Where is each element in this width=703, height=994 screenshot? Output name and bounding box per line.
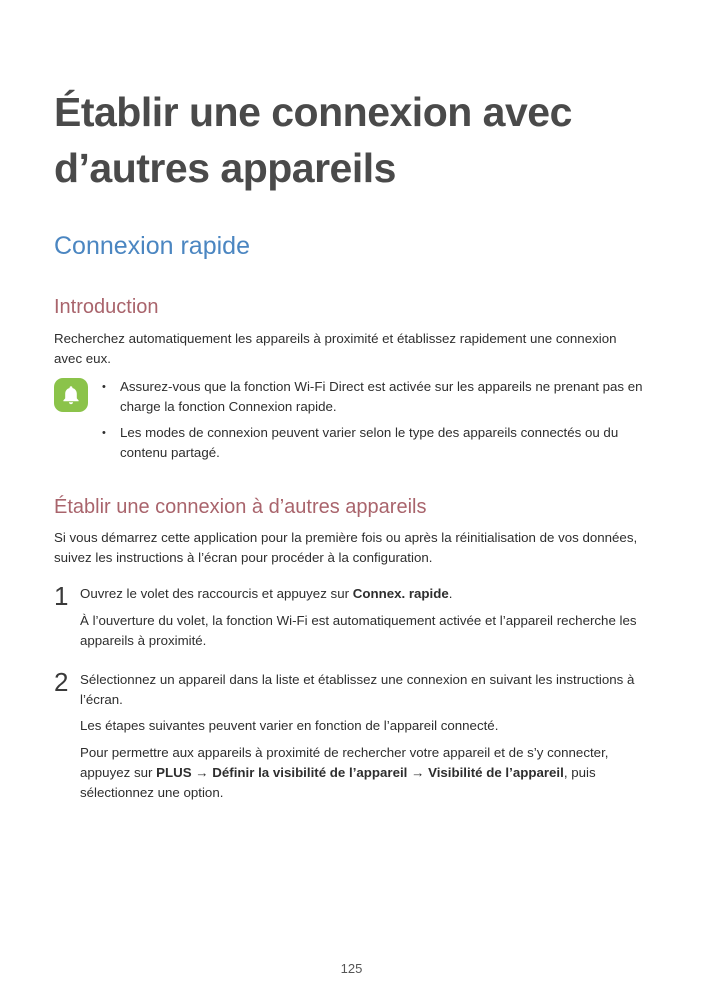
page-number: 125 xyxy=(340,961,363,976)
connect-paragraph: Si vous démarrez cette application pour la première fois ou après la réinitialisation de vos données, suivez les instructions à l’écran pour procéder à la configuration. xyxy=(54,530,638,565)
notification-bell-icon xyxy=(54,378,88,412)
step-text: Ouvrez le volet des raccourcis et appuyez sur xyxy=(80,586,353,601)
arrow: → xyxy=(191,765,213,780)
note-item xyxy=(100,423,645,463)
connect-heading: Établir une connexion à d’autres appareils xyxy=(54,496,427,518)
section-title: Connexion rapide xyxy=(54,232,250,260)
chapter-title xyxy=(54,84,654,196)
step-text: Pour permettre aux appareils à proximité de rechercher votre appareil et de s’y connecter, appuyez sur xyxy=(80,745,609,780)
note-list xyxy=(100,377,645,469)
step-text-end: , puis sélectionnez une option. xyxy=(80,765,596,800)
device-visibility-label: Visibilité de l’appareil xyxy=(428,765,564,780)
bullet-icon: • xyxy=(102,427,106,439)
connex-rapide-label: Connex. rapide xyxy=(352,586,449,601)
chapter-title-line-1: Établir une connexion avec xyxy=(54,89,572,135)
intro-paragraph: Recherchez automatiquement les appareils à proximité et établissez rapidement une connexion avec eux. xyxy=(54,331,617,366)
bullet-icon: • xyxy=(102,381,106,393)
intro-heading: Introduction xyxy=(54,296,159,318)
note-item-text: Les modes de connexion peuvent varier selon le type des appareils connectés ou du contenu partagé. xyxy=(120,425,619,460)
step-instruction: Sélectionnez un appareil dans la liste et établissez une connexion en suivant les instructions à l’écran. xyxy=(80,672,635,707)
step-detail: À l’ouverture du volet, la fonction Wi-Fi est automatiquement activée et l’appareil recherche les appareils à proximité. xyxy=(80,613,637,648)
step-detail-visibility xyxy=(80,743,646,803)
plus-label: PLUS xyxy=(156,765,192,780)
step-instruction xyxy=(80,584,646,604)
step-number: 1 xyxy=(54,581,69,611)
define-visibility-label: Définir la visibilité de l’appareil xyxy=(212,765,408,780)
step-detail: Les étapes suivantes peuvent varier en fonction de l’appareil connecté. xyxy=(80,718,499,733)
arrow: → xyxy=(407,765,429,780)
note-item xyxy=(100,377,645,417)
chapter-title-line-2: d’autres appareils xyxy=(54,145,396,191)
note-item-text: Assurez-vous que la fonction Wi-Fi Direct est activée sur les appareils ne prenant pas en charge la fonction Connexion rapide. xyxy=(120,379,643,414)
step-text-end: . xyxy=(448,586,453,601)
step-number: 2 xyxy=(54,667,69,697)
